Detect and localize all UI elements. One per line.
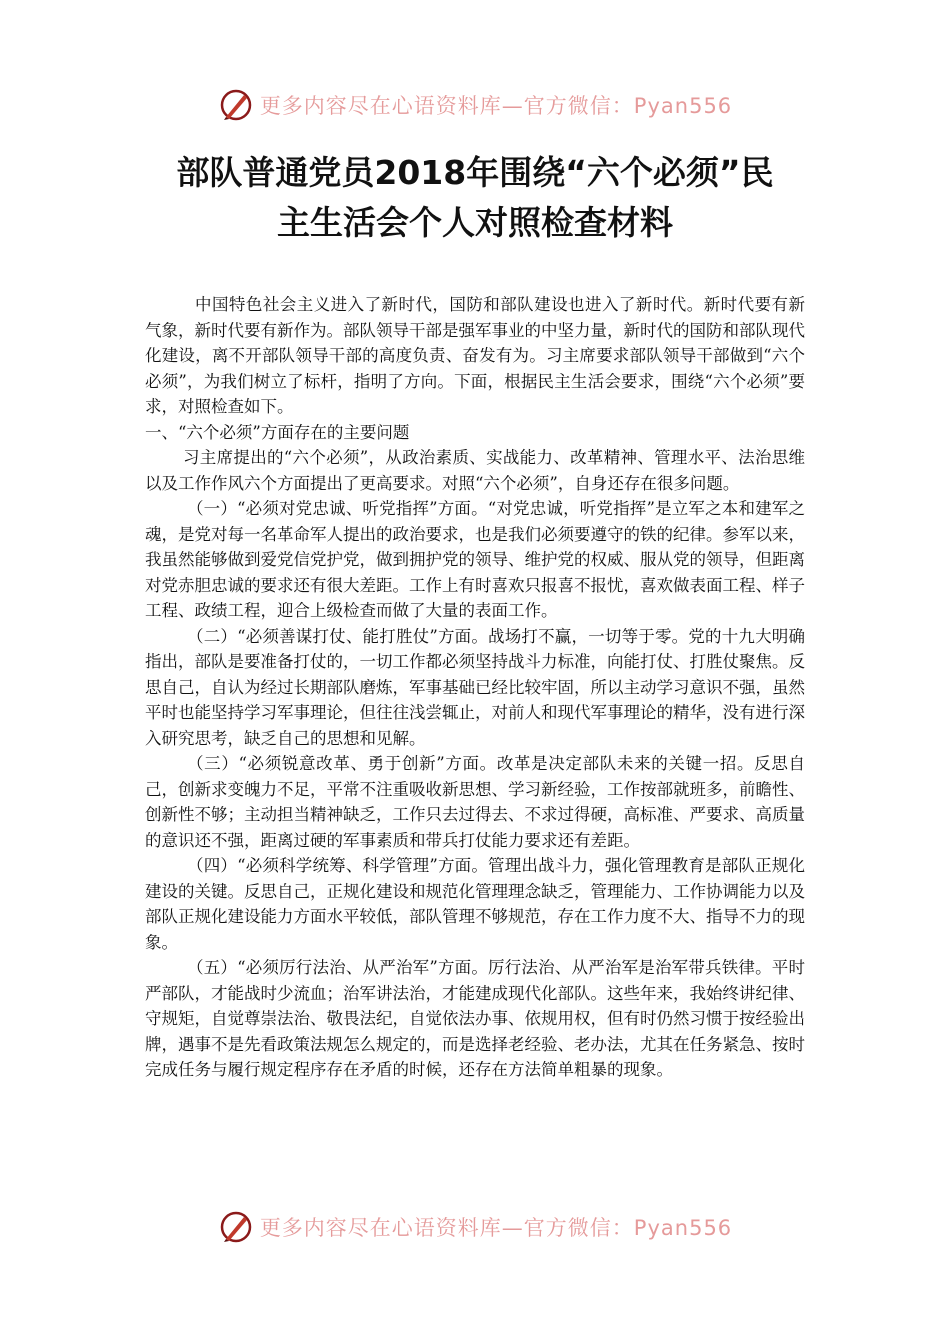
section-heading-1: 一、“六个必须”方面存在的主要问题: [145, 422, 410, 442]
title-line-2: 主生活会个人对照检查材料: [277, 203, 673, 242]
pen-logo-icon: [218, 1209, 254, 1245]
paragraph-overview: 习主席提出的“六个必须”，从政治素质、实战能力、改革精神、管理水平、法治思维以及工作作风六个方面提出了更高要求。对照“六个必须”，自身还存在很多问题。: [145, 448, 805, 493]
paragraph-item-1: （一）“必须对党忠诚、听党指挥”方面。“对党忠诚，听党指挥”是立军之本和建军之魂，是党对每一名革命军人提出的政治要求，也是我们必须要遵守的铁的纪律。参军以来，我虽然能够做到爱党信党护党，做到拥护党的领导、维护党的权威、服从党的领导，但距离对党赤胆忠诚的要求还有很大差距。工作上有时喜欢只报喜不报忧，喜欢做表面工程、样子工程、政绩工程，迎合上级检查而做了大量的表面工作。: [145, 499, 805, 620]
document-title: [100, 148, 850, 248]
paragraph-item-5: （五）“必须厉行法治、从严治军”方面。厉行法治、从严治军是治军带兵铁律。平时严部队，才能战时少流血；治军讲法治，才能建成现代化部队。这些年来，我始终讲纪律、守规矩，自觉尊崇法治、敬畏法纪，自觉依法办事、依规用权，但有时仍然习惯于按经验出牌，遇事不是先看政策法规怎么规定的，而是选择老经验、老办法，尤其在任务紧急、按时完成任务与履行规定程序存在矛盾的时候，还存在方法简单粗暴的现象。: [145, 958, 805, 1079]
paragraph-item-2: （二）“必须善谋打仗、能打胜仗”方面。战场打不赢，一切等于零。党的十九大明确指出，部队是要准备打仗的，一切工作都必须坚持战斗力标准，向能打仗、打胜仗聚焦。反思自己，自认为经过长期部队磨炼，军事基础已经比较牢固，所以主动学习意识不强，虽然平时也能坚持学习军事理论，但往往浅尝辄止，对前人和现代军事理论的精华，没有进行深入研究思考，缺乏自己的思想和见解。: [145, 626, 805, 748]
document-body: [145, 292, 805, 1083]
paragraph-item-3: （三）“必须锐意改革、勇于创新”方面。改革是决定部队未来的关键一招。反思自己，创新求变魄力不足，平常不注重吸收新思想、学习新经验，工作按部就班多，前瞻性、创新性不够；主动担当精神缺乏，工作只去过得去、不求过得硬，高标准、严要求、高质量的意识还不强，距离过硬的军事素质和带兵打仗能力要求还有差距。: [145, 754, 805, 850]
paragraph-intro: 中国特色社会主义进入了新时代，国防和部队建设也进入了新时代。新时代要有新气象，新时代要有新作为。部队领导干部是强军事业的中坚力量，新时代的国防和部队现代化建设，离不开部队领导干部的高度负责、奋发有为。习主席要求部队领导干部做到“六个必须”，为我们树立了标杆，指明了方向。下面，根据民主生活会要求，围绕“六个必须”要求，对照检查如下。: [145, 295, 805, 416]
watermark-text: 更多内容尽在心语资料库—官方微信：Pyan556: [259, 1216, 733, 1240]
watermark-text: 更多内容尽在心语资料库—官方微信：Pyan556: [259, 94, 733, 118]
watermark-header: [0, 80, 950, 130]
pen-logo-icon: [218, 87, 254, 123]
title-line-1: 部队普通党员2018年围绕“六个必须”民: [176, 153, 774, 192]
watermark-footer: [0, 1202, 950, 1252]
paragraph-item-4: （四）“必须科学统筹、科学管理”方面。管理出战斗力，强化管理教育是部队正规化建设的关键。反思自己，正规化建设和规范化管理理念缺乏，管理能力、工作协调能力以及部队正规化建设能力方面水平较低，部队管理不够规范，存在工作力度不大、指导不力的现象。: [145, 856, 805, 952]
